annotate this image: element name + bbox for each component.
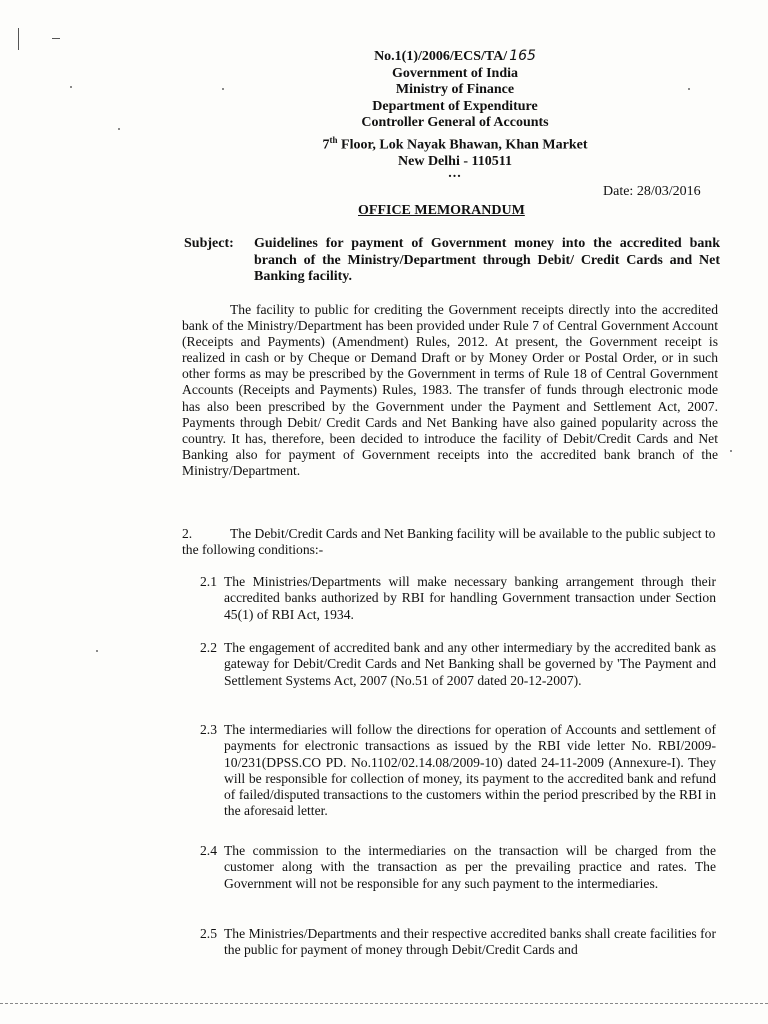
scan-speck xyxy=(118,128,120,130)
scan-speck xyxy=(730,450,732,452)
condition-number: 2.2 xyxy=(200,640,217,655)
condition-2-1 xyxy=(200,574,716,623)
handwritten-number: 165 xyxy=(509,48,536,64)
subject-block xyxy=(184,236,720,286)
condition-2-2 xyxy=(200,640,716,689)
condition-2-3 xyxy=(200,722,716,820)
letterhead-address xyxy=(300,132,610,154)
condition-number: 2.4 xyxy=(200,843,217,858)
condition-text: The engagement of accredited bank and any other intermediary by the accredited bank as gateway for Debit/Credit Cards and Net Banking shall be governed by 'The Payment and Settlement Systems Act, 2007 (No.51 of 2007 dated 20-12-2007). xyxy=(224,640,716,688)
letterhead-ellipsis: ... xyxy=(448,166,462,182)
condition-2-5 xyxy=(200,926,716,959)
reference-number-text: No.1(1)/2006/ECS/TA/ xyxy=(374,49,508,64)
condition-text: The intermediaries will follow the directions for operation of Accounts and settlement of payments for electronic transactions as issued by the RBI vide letter No. RBI/2009-10/231(DPSS.CO PD. No.1102/02.14.08/2009-10) dated 24-11-2009 (Annexure-I). They will be responsible for collection of money, its payment to the accredited bank and refund of failed/disputed transactions to the customers within the period prescribed by the RBI in the aforesaid letter. xyxy=(224,722,716,819)
paragraph-2-text: The Debit/Credit Cards and Net Banking facility will be available to the public subject to the following conditions:- xyxy=(182,526,716,558)
letterhead-line-ministry: Ministry of Finance xyxy=(395,82,515,97)
condition-text: The Ministries/Departments and their respective accredited banks shall create facilities for the public for payment of money through Debit/Credit Cards and xyxy=(224,926,716,958)
letterhead-line-government: Government of India xyxy=(392,65,518,81)
condition-number: 2.3 xyxy=(200,722,217,737)
scan-speck xyxy=(222,88,224,90)
paragraph-1: The facility to public for crediting the Government receipts directly into the accredited bank of the Ministry/Department has been provided under Rule 7 of Central Government Account (Receipts and Payments) (Amendment) Rules, 2012. At present, the Government receipt is realized in cash or by Cheque or Demand Draft or by Money Order or Postal Order, or in such other forms as may be prescribed by the Government in terms of Rule 18 of Central Government Accounts (Receipts and Payments) Rules, 1983. The transfer of funds through electronic mode has also been prescribed by the Government under the Payment and Settlement Act, 2007. Payments through Debit/ Credit Cards and Net Banking have also gained popularity across the country. It has, therefore, been decided to introduce the facility of Debit/Credit Cards and Net Banking also for payment of Government receipts into the accredited bank branch of the Ministry/Department. xyxy=(182,302,718,478)
reference-number xyxy=(300,48,610,66)
scan-mark-left xyxy=(18,28,19,50)
condition-text: The commission to the intermediaries on the transaction will be charged from the customer along with the transaction as per the prevailing practice and rates. The Government will not be responsible for any such payment to the intermediaries. xyxy=(224,843,716,891)
paragraph-2 xyxy=(182,526,718,559)
scan-bottom-edge xyxy=(0,1003,768,1005)
memo-title: OFFICE MEMORANDUM xyxy=(358,203,525,218)
scan-speck xyxy=(688,88,690,90)
condition-text: The Ministries/Departments will make necessary banking arrangement through their accredited banks authorized by RBI for handling Government transaction under Section 45(1) of RBI Act, 1934. xyxy=(224,574,716,622)
condition-2-4 xyxy=(200,843,716,892)
address-floor-sup: th xyxy=(329,134,338,145)
memo-date: Date: 28/03/2016 xyxy=(603,184,701,199)
scan-speck xyxy=(70,86,72,88)
address-floor: 7 xyxy=(322,137,330,153)
letterhead-city: New Delhi - 110511 xyxy=(398,153,512,169)
paragraph-2-number: 2. xyxy=(182,526,193,541)
condition-number: 2.5 xyxy=(200,926,217,941)
scan-mark-left-2 xyxy=(52,38,60,39)
letterhead-line-controller: Controller General of Accounts xyxy=(361,115,549,130)
subject-label: Subject: xyxy=(184,236,234,251)
letterhead xyxy=(300,48,610,183)
address-rest: Floor, Lok Nayak Bhawan, Khan Market xyxy=(337,137,588,153)
subject-text: Guidelines for payment of Government money into the accredited bank branch of the Ministry/Department through Debit/ Credit Cards and Net Banking facility. xyxy=(254,236,720,284)
letterhead-line-department: Department of Expenditure xyxy=(372,98,538,114)
scan-speck xyxy=(96,650,98,652)
condition-number: 2.1 xyxy=(200,574,217,589)
